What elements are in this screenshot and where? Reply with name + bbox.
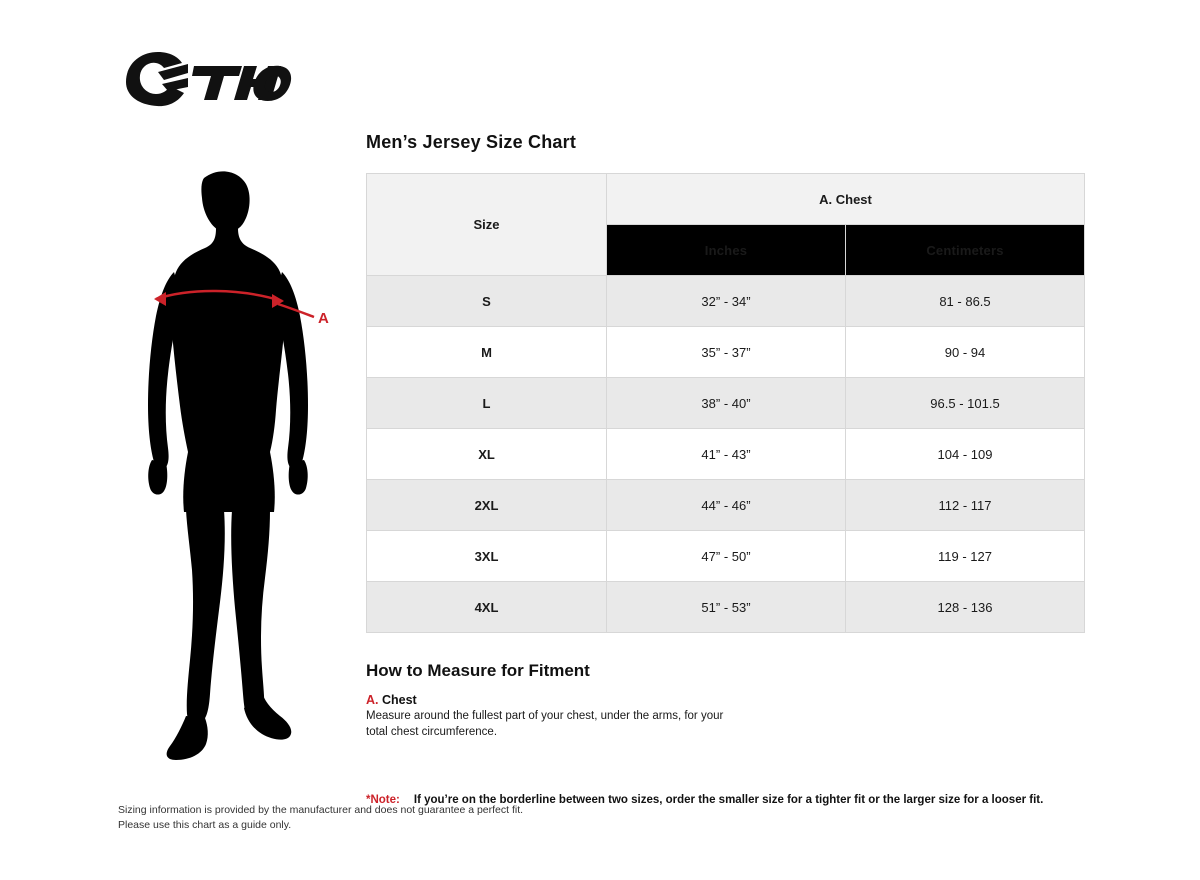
table-row bbox=[367, 480, 1085, 531]
cell-size: XL bbox=[367, 429, 607, 480]
measure-label-chest bbox=[366, 693, 1086, 707]
table-row bbox=[367, 378, 1085, 429]
measure-label-accent: A. bbox=[366, 693, 379, 707]
footer-disclaimer bbox=[118, 803, 523, 833]
cell-centimeters: 96.5 - 101.5 bbox=[846, 378, 1085, 429]
column-header-size: Size bbox=[367, 174, 607, 276]
note-text: If you’re on the borderline between two sizes, order the smaller size for a tighter fit or the larger size for a looser fit. bbox=[413, 794, 1044, 807]
column-header-inches: Inches bbox=[607, 225, 846, 276]
column-header-centimeters: Centimeters bbox=[846, 225, 1085, 276]
measure-description bbox=[366, 709, 786, 740]
footer-line-2: Please use this chart as a guide only. bbox=[118, 819, 292, 832]
measure-description-line1: Measure around the fullest part of your chest, under the arms, for your bbox=[366, 710, 724, 722]
table-row bbox=[367, 327, 1085, 378]
male-body-silhouette bbox=[110, 160, 350, 760]
cell-inches: 51” - 53” bbox=[607, 582, 846, 633]
cell-inches: 35” - 37” bbox=[607, 327, 846, 378]
table-row bbox=[367, 582, 1085, 633]
chart-content bbox=[366, 132, 1086, 806]
table-row bbox=[367, 531, 1085, 582]
measure-description-line2: total chest circumference. bbox=[366, 725, 498, 738]
cell-inches: 41” - 43” bbox=[607, 429, 846, 480]
cell-centimeters: 104 - 109 bbox=[846, 429, 1085, 480]
cell-size: S bbox=[367, 276, 607, 327]
cell-centimeters: 128 - 136 bbox=[846, 582, 1085, 633]
cell-size: M bbox=[367, 327, 607, 378]
measure-label-rest: Chest bbox=[378, 693, 417, 707]
thor-logo bbox=[118, 50, 293, 108]
cell-inches: 44” - 46” bbox=[607, 480, 846, 531]
table-row bbox=[367, 429, 1085, 480]
cell-centimeters: 81 - 86.5 bbox=[846, 276, 1085, 327]
note-accent: *Note: bbox=[366, 794, 400, 807]
figure-callout-label: A bbox=[318, 310, 329, 327]
cell-inches: 47” - 50” bbox=[607, 531, 846, 582]
cell-centimeters: 112 - 117 bbox=[846, 480, 1085, 531]
cell-inches: 38” - 40” bbox=[607, 378, 846, 429]
cell-centimeters: 90 - 94 bbox=[846, 327, 1085, 378]
table-row bbox=[367, 276, 1085, 327]
cell-size: 3XL bbox=[367, 531, 607, 582]
table-header-row bbox=[367, 174, 1085, 225]
cell-centimeters: 119 - 127 bbox=[846, 531, 1085, 582]
cell-size: 2XL bbox=[367, 480, 607, 531]
cell-size: 4XL bbox=[367, 582, 607, 633]
how-to-measure-title: How to Measure for Fitment bbox=[366, 661, 590, 680]
size-chart-table bbox=[366, 173, 1085, 633]
footer-line-1: Sizing information is provided by the manufacturer and does not guarantee a perfect fit. bbox=[118, 804, 524, 816]
cell-inches: 32” - 34” bbox=[607, 276, 846, 327]
cell-size: L bbox=[367, 378, 607, 429]
page-title: Men’s Jersey Size Chart bbox=[366, 132, 577, 152]
column-group-header-chest: A. Chest bbox=[607, 174, 1085, 225]
